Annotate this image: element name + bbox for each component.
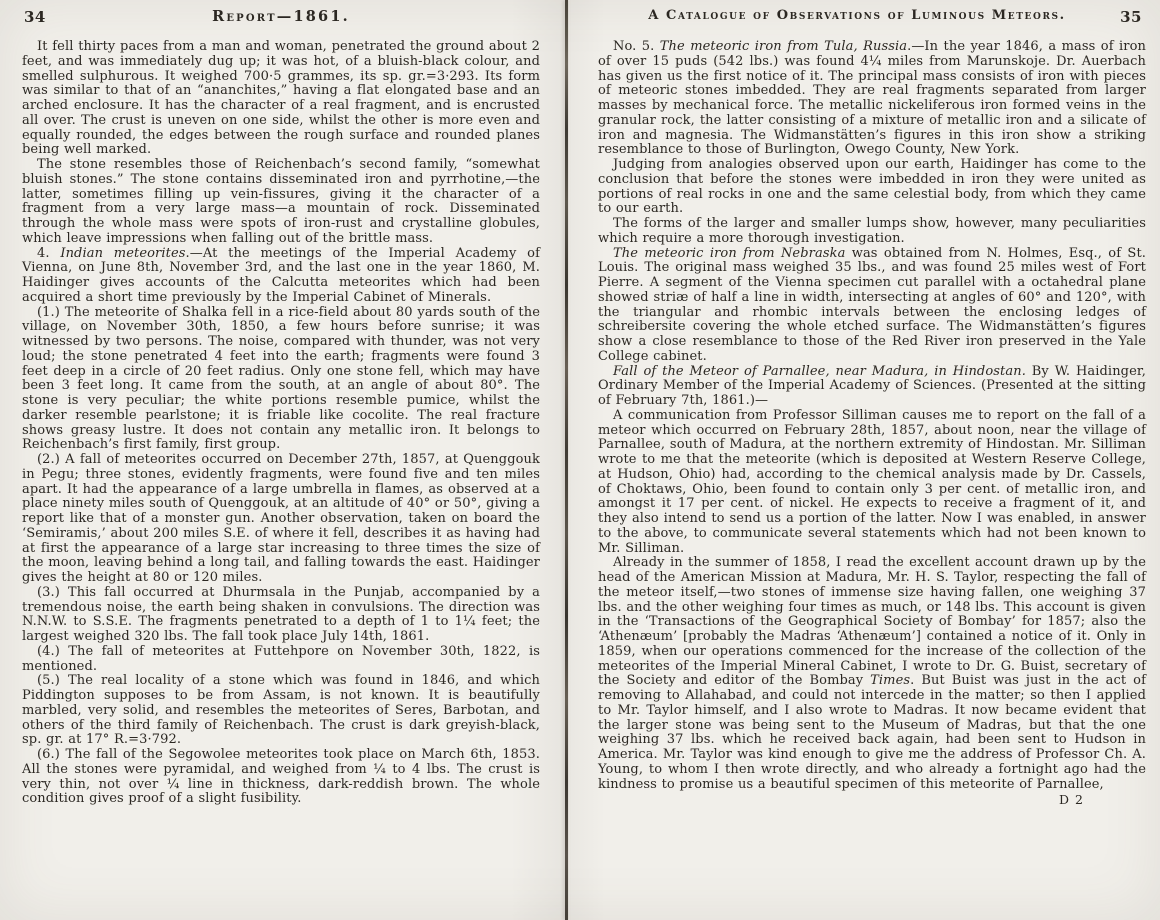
paragraph: (2.) A fall of meteorites occurred on December 27th, 1857, at Quenggouk in Pegu; three stones, evidently fragments, were found five and ten miles apart. It had the appearance of a large umbrella in flames, as observed at a place ninety miles south of Quenggouk, at an altitude of 40° or 50°, giving a report like that of a monster gun. Another observation, taken on board the ‘Semiramis,’ about 200 miles S.E. of where it fell, describes it as having had at first the appearance of a large star increasing to three times the size of the moon, leaving behind a long tail, and falling towards the east. Haidinger gives the height at 80 or 120 miles.: [22, 452, 540, 585]
italic-run: Fall of the Meteor of Parnallee, near Madura, in Hindostan.: [613, 363, 1026, 379]
italic-run: Indian meteorites: [60, 245, 186, 261]
paragraph: No. 5. The meteoric iron from Tula, Russia.—In the year 1846, a mass of iron of over 15 puds (542 lbs.) was found 4¼ miles from Marunskoje. Dr. Auerbach has given us the first notice of it. The principal mass consists of iron with pieces of meteoric stones imbedded. They are real fragments separated from larger masses by mechanical force. The metallic nickeliferous iron formed veins in the granular rock, the latter consisting of a mixture of metallic iron and a silicate of iron and magnesia. The Widmanstätten’s figures in this iron show a striking resemblance to those of Burlington, Owego County, New York.: [598, 39, 1146, 158]
italic-run: The meteoric iron from Nebraska: [613, 245, 846, 261]
paragraph: Judging from analogies observed upon our earth, Haidinger has come to the conclusion that before the stones were imbedded in iron they were united as portions of real rocks in one and the same celestial body, from which they came to our earth.: [598, 157, 1146, 217]
left-page-body: [22, 40, 540, 807]
running-head-title-left: Report—1861.: [212, 8, 350, 25]
right-page-body: [598, 40, 1146, 792]
paragraph: (1.) The meteorite of Shalka fell in a rice-field about 80 yards south of the village, on November 30th, 1850, a few hours before sunrise; it was witnessed by two persons. The noise, compared with thunder, was not very loud; the stone penetrated 4 feet into the earth; fragments were found 3 feet deep in a circle of 20 feet radius. Only one stone fell, which may have been 3 feet long. It came from the south, at an angle of about 80°. The stone is very peculiar; the white portions resemble pumice, whilst the darker resemble pearlstone; it is friable like cocolite. The real fracture shows greasy lustre. It does not contain any metallic iron. It belongs to Reichenbach’s first family, first group.: [22, 304, 540, 453]
paragraph: The forms of the larger and smaller lumps show, however, many peculiarities which require a more thorough investigation.: [598, 216, 1146, 246]
paragraph: It fell thirty paces from a man and woman, penetrated the ground about 2 feet, and was immediately dug up; it was hot, of a bluish-black colour, and smelled sulphurous. It weighed 700·5 grammes, its sp. gr.=3·293. Its form was similar to that of an “ananchites,” having a flat elongated base and an arched enclosure. It has the character of a real fragment, and is encrusted all over. The crust is uneven on one side, whilst the other is more even and equally rounded, the edges between the rough surface and rounded planes being well marked.: [22, 39, 540, 158]
paragraph: (5.) The real locality of a stone which was found in 1846, and which Piddington supposes to be from Assam, is not known. It is beautifully marbled, very solid, and resembles the meteorites of Seres, Barbotan, and others of the third family of Reichenbach. The crust is dark greyish-black, sp. gr. at 17° R.=3·792.: [22, 673, 540, 748]
paragraph: Fall of the Meteor of Parnallee, near Madura, in Hindostan. By W. Haidinger, Ordinary Member of the Imperial Academy of Sciences. (Presented at the sitting of February 7th, 1861.)—: [598, 363, 1146, 408]
italic-run: The meteoric iron from Tula, Russia: [659, 39, 908, 54]
paragraph: The meteoric iron from Nebraska was obtained from N. Holmes, Esq., of St. Louis. The original mass weighed 35 lbs., and was found 25 miles west of Fort Pierre. A segment of the Vienna specimen cut parallel with a octahedral plane showed striæ of half a line in width, intersecting at angles of 60° and 120°, with the triangular and rhombic intervals between the enclosing ledges of schreibersite covering the whole etched surface. The Widmanstätten’s figures show a close resemblance to those of the Red River iron preserved in the Yale College cabinet.: [598, 245, 1146, 364]
running-head-title-right: A Catalogue of Observations of Luminous Meteors.: [648, 8, 1066, 23]
page-number-left: 34: [24, 8, 46, 26]
paragraph: 4. Indian meteorites.—At the meetings of the Imperial Academy of Vienna, on June 8th, November 3rd, and the last one in the year 1860, M. Haidinger gives accounts of the Calcutta meteorites which had been acquired a short time previously by the Imperial Cabinet of Minerals.: [22, 245, 540, 305]
paragraph: A communication from Professor Silliman causes me to report on the fall of a meteor which occurred on February 28th, 1857, about noon, near the village of Parnallee, south of Madura, at the northern extremity of Hindostan. Mr. Silliman wrote to me that the meteorite (which is deposited at Western Reserve College, at Hudson, Ohio) had, according to the chemical analysis made by Dr. Cassels, of Choktaws, Ohio, been found to contain only 3 per cent. of metallic iron, and amongst it 17 per cent. of nickel. He expects to receive a fragment of it, and they also intend to send us a portion of the latter. Now I was enabled, in answer to the above, to communicate several statements which had not been known to Mr. Silliman.: [598, 407, 1146, 556]
signature-mark: D 2: [1059, 792, 1084, 808]
paragraph: (6.) The fall of the Segowolee meteorites took place on March 6th, 1853. All the stones were pyramidal, and weighed from ¼ to 4 lbs. The crust is very thin, not over ¼ line in thickness, dark-reddish brown. The whole condition gives proof of a slight fusibility.: [22, 747, 540, 807]
page-right: [570, 0, 1160, 920]
page-number-right: 35: [1120, 8, 1142, 26]
paragraph: (3.) This fall occurred at Dhurmsala in the Punjab, accompanied by a tremendous noise, the earth being shaken in convulsions. The direction was N.N.W. to S.S.E. The fragments penetrated to a depth of 1 to 1¼ feet; the largest weighed 320 lbs. The fall took place July 14th, 1861.: [22, 584, 540, 644]
right-running-head: [598, 8, 1146, 30]
page-left: [0, 0, 567, 920]
paragraph: The stone resembles those of Reichenbach’s second family, “somewhat bluish stones.” The stone contains disseminated iron and pyrrhotine,—the latter, sometimes filling up vein-fissures, giving it the character of a fragment from a very large mass—a mountain of rock. Disseminated through the whole mass were spots of iron-rust and crystalline globules, which leave impressions when falling out of the brittle mass.: [22, 157, 540, 246]
italic-run: Times: [870, 673, 911, 689]
paragraph: (4.) The fall of meteorites at Futtehpore on November 30th, 1822, is mentioned.: [22, 643, 540, 674]
left-running-head: [22, 8, 540, 30]
page-edge-divider: [565, 0, 568, 920]
paragraph: Already in the summer of 1858, I read the excellent account drawn up by the head of the American Mission at Madura, Mr. H. S. Taylor, respecting the fall of the meteor itself,—two stones of immense size having fallen, one weighing 37 lbs. and the other weighing four times as much, or 148 lbs. This account is given in the ‘Transactions of the Geographical Society of Bombay’ for 1857; also the ‘Athenæum’ [probably the Madras ‘Athenæum’] contained a notice of it. Only in 1859, when our operations commenced for the increase of the collection of the meteorites of the Imperial Mineral Cabinet, I wrote to Dr. G. Buist, secretary of the Society and editor of the Bombay Times. But Buist was just in the act of removing to Allahabad, and could not intercede in the matter; so then I applied to Mr. Taylor himself, and I also wrote to Madras. It now became evident that the larger stone was being sent to the Museum of Madras, but that the one weighing 37 lbs. which he received back again, had been sent to Hudson in America. Mr. Taylor was kind enough to give me the address of Professor Ch. A. Young, to whom I then wrote directly, and who already a fortnight ago had the kindness to promise us a beautiful specimen of this meteorite of Parnallee,: [598, 555, 1147, 792]
